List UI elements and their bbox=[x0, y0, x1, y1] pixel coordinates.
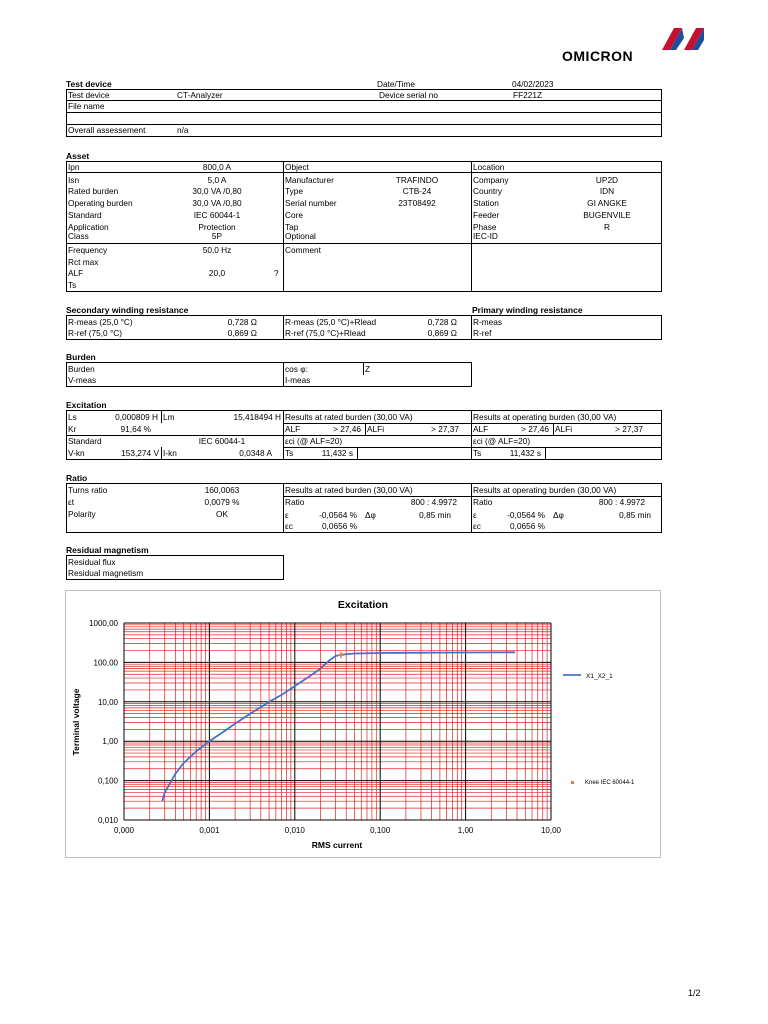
exc-op-alfi-label: ALFi bbox=[555, 424, 573, 434]
excitation-chart bbox=[65, 590, 661, 858]
object-manufacturer-label: Manufacturer bbox=[285, 175, 334, 185]
exc-rated-ts-label: Ts bbox=[285, 448, 294, 458]
object-tap-label: Tap bbox=[285, 222, 299, 232]
residual-table bbox=[66, 555, 284, 580]
ratio-rated-ec-value: 0,0656 % bbox=[321, 521, 357, 531]
asset-application-value: Protection bbox=[198, 222, 236, 232]
object-type-value: CTB-24 bbox=[402, 186, 432, 196]
ratio-rated-dphi-value: 0,85 min bbox=[419, 510, 451, 520]
sec-rref-value: 0,869 Ω bbox=[227, 328, 257, 338]
asset-standard-value: IEC 60044-1 bbox=[193, 210, 241, 220]
pri-rmeas-label: R-meas bbox=[473, 317, 503, 327]
location-country-label: Country bbox=[473, 186, 503, 196]
asset-alf-value: 20,0 bbox=[208, 268, 226, 278]
omicron-logo-icon bbox=[660, 26, 706, 52]
ratio-op-heading: Results at operating burden (30,00 VA) bbox=[473, 485, 617, 495]
sec-rref-lead-value: 0,869 Ω bbox=[427, 328, 457, 338]
y-tick-label: 0,100 bbox=[97, 776, 118, 786]
ratio-heading: Ratio bbox=[66, 473, 88, 483]
ratio-polarity-value: OK bbox=[216, 509, 228, 519]
asset-frequency-value: 50,0 Hz bbox=[202, 245, 232, 255]
exc-lm-label: Lm bbox=[163, 412, 175, 422]
exc-vkn-label: V-kn bbox=[68, 448, 85, 458]
x-tick-label: 0,001 bbox=[199, 826, 220, 835]
exc-ikn-label: I-kn bbox=[163, 448, 177, 458]
x-tick-label: 0,010 bbox=[284, 826, 305, 835]
exc-ikn-value: 0,0348 A bbox=[239, 448, 272, 458]
secondary-heading: Secondary winding resistance bbox=[66, 305, 189, 315]
asset-class-value: 5P bbox=[211, 231, 223, 241]
asset-heading: Asset bbox=[66, 151, 90, 161]
object-serial-value: 23T08492 bbox=[398, 198, 436, 208]
overall-label: Overall assessement bbox=[68, 125, 146, 135]
serial-value: FF221Z bbox=[513, 90, 543, 100]
page-number: 1/2 bbox=[688, 988, 701, 998]
object-serial-label: Serial number bbox=[285, 198, 337, 208]
imeas-label: I-meas bbox=[285, 375, 311, 385]
residual-flux-label: Residual flux bbox=[68, 557, 116, 567]
excitation-chart-svg bbox=[66, 591, 660, 857]
burden-table bbox=[66, 362, 472, 387]
sec-rmeas-lead-value: 0,728 Ω bbox=[427, 317, 457, 327]
asset-standard-label: Standard bbox=[68, 210, 102, 220]
asset-operating-burden-value: 30,0 VA /0,80 bbox=[192, 198, 242, 208]
exc-lm-value: 15,418494 H bbox=[233, 412, 281, 422]
x-tick-label: 0,100 bbox=[370, 826, 391, 835]
exc-rated-alf-value: > 27,46 bbox=[333, 424, 361, 434]
location-station-label: Station bbox=[473, 198, 499, 208]
location-country-value: IDN bbox=[599, 186, 615, 196]
object-type-label: Type bbox=[285, 186, 303, 196]
object-manufacturer-value: TRAFINDO bbox=[395, 175, 439, 185]
exc-kr-label: Kr bbox=[68, 424, 77, 434]
chart-title: Excitation bbox=[337, 599, 389, 611]
ratio-turns-value: 160,0063 bbox=[204, 485, 240, 495]
asset-alf-label: ALF bbox=[68, 268, 84, 278]
location-feeder-value: BUGENVILE bbox=[583, 210, 631, 220]
vmeas-label: V-meas bbox=[68, 375, 97, 385]
asset-ipn-value: 800,0 A bbox=[202, 162, 232, 172]
object-core-label: Core bbox=[285, 210, 303, 220]
exc-operating-heading: Results at operating burden (30,00 VA) bbox=[473, 412, 617, 422]
ratio-table bbox=[66, 483, 662, 533]
y-tick-label: 1000,00 bbox=[89, 619, 118, 628]
ratio-rated-dphi-label: Δφ bbox=[365, 510, 376, 520]
ratio-op-dphi-value: 0,85 min bbox=[619, 510, 651, 520]
exc-rated-alfi-label: ALFi bbox=[367, 424, 385, 434]
object-heading: Object bbox=[285, 162, 309, 172]
exc-kr-value: 91,64 % bbox=[120, 424, 151, 434]
x-tick-label: 10,00 bbox=[540, 826, 562, 835]
ratio-rated-e-label: ε bbox=[285, 510, 289, 520]
primary-heading: Primary winding resistance bbox=[472, 305, 583, 315]
chart-ylabel: Terminal voltage bbox=[71, 688, 81, 756]
comment-label: Comment bbox=[285, 245, 321, 255]
location-feeder-label: Feeder bbox=[473, 210, 500, 220]
asset-isn-label: Isn bbox=[68, 175, 80, 185]
exc-ls-label: Ls bbox=[68, 412, 77, 422]
exc-op-alf-value: > 27,46 bbox=[521, 424, 549, 434]
ratio-rated-ratio-label: Ratio bbox=[285, 497, 305, 507]
asset-ipn-label: Ipn bbox=[68, 162, 80, 172]
asset-rct-label: Rct max bbox=[68, 257, 99, 267]
residual-heading: Residual magnetism bbox=[66, 545, 149, 555]
test-device-heading: Test device bbox=[66, 79, 112, 89]
cos-phi-label: cos φ: bbox=[285, 364, 308, 374]
location-company-value: UP2D bbox=[595, 175, 619, 185]
ratio-rated-ec-label: εc bbox=[285, 521, 293, 531]
residual-mag-label: Residual magnetism bbox=[68, 568, 144, 578]
winding-resistance-table bbox=[66, 315, 662, 340]
brand-name: OMICRON bbox=[562, 48, 634, 64]
sec-rref-label: R-ref (75,0 °C) bbox=[68, 328, 123, 338]
y-tick-label: 0,010 bbox=[97, 816, 118, 825]
ratio-rated-ratio-value: 800 : 4.9972 bbox=[410, 497, 457, 507]
ratio-rated-e-value: -0,0564 % bbox=[319, 510, 357, 520]
burden-label: Burden bbox=[68, 364, 95, 374]
datetime-value: 04/02/2023 bbox=[512, 79, 554, 89]
legend-label-x1-x2-1: X1_X2_1 bbox=[586, 673, 613, 680]
asset-rated-burden-value: 30,0 VA /0,80 bbox=[192, 186, 242, 196]
location-phase-value: R bbox=[604, 222, 610, 232]
excitation-table bbox=[66, 410, 662, 460]
object-optional-label: Optional bbox=[285, 231, 316, 241]
ratio-op-e-label: ε bbox=[473, 510, 477, 520]
ratio-op-ratio-label: Ratio bbox=[473, 497, 493, 507]
location-station-value: GI ANGKE bbox=[587, 198, 627, 208]
legend-swatch-knee bbox=[571, 781, 574, 784]
brand-logo bbox=[560, 24, 710, 64]
exc-ls-value: 0,000809 H bbox=[115, 412, 158, 422]
overall-value: n/a bbox=[177, 125, 189, 135]
exc-op-eci-label: εci (@ ALF=20) bbox=[473, 436, 531, 446]
asset-table bbox=[66, 161, 662, 292]
ratio-op-dphi-label: Δφ bbox=[553, 510, 564, 520]
legend-label-knee: Knee IEC 60044-1 bbox=[585, 780, 635, 786]
ratio-op-ratio-value: 800 : 4.9972 bbox=[598, 497, 645, 507]
burden-heading: Burden bbox=[66, 352, 96, 362]
sec-rmeas-lead-label: R-meas (25,0 °C)+Rlead bbox=[285, 317, 377, 327]
exc-rated-alfi-value: > 27,37 bbox=[431, 424, 459, 434]
asset-operating-burden-label: Operating burden bbox=[68, 198, 133, 208]
asset-ts-label: Ts bbox=[68, 280, 77, 290]
ratio-turns-label: Turns ratio bbox=[68, 485, 108, 495]
location-phase-label: Phase bbox=[473, 222, 497, 232]
series-line-x1-x2-1 bbox=[162, 652, 515, 801]
z-label: Z bbox=[365, 364, 371, 374]
exc-vkn-value: 153,274 V bbox=[121, 448, 159, 458]
exc-op-alf-label: ALF bbox=[473, 424, 489, 434]
ratio-op-e-value: -0,0564 % bbox=[507, 510, 545, 520]
asset-frequency-label: Frequency bbox=[68, 245, 108, 255]
serial-label: Device serial no bbox=[379, 90, 439, 100]
x-tick-label: 1,00 bbox=[457, 826, 474, 835]
test-device-value: CT-Analyzer bbox=[177, 90, 223, 100]
exc-op-alfi-value: > 27,37 bbox=[615, 424, 643, 434]
ratio-et-value: 0,0079 % bbox=[204, 497, 240, 507]
x-tick-label: 0,000 bbox=[113, 826, 135, 835]
y-tick-label: 100,00 bbox=[93, 658, 118, 668]
knee-point-marker bbox=[338, 652, 344, 658]
test-device-table bbox=[66, 89, 662, 137]
exc-standard-value: IEC 60044-1 bbox=[198, 436, 246, 446]
asset-class-label: Class bbox=[68, 231, 89, 241]
location-company-label: Company bbox=[473, 175, 509, 185]
exc-rated-heading: Results at rated burden (30,00 VA) bbox=[285, 412, 413, 422]
asset-rated-burden-label: Rated burden bbox=[68, 186, 119, 196]
exc-op-ts-label: Ts bbox=[473, 448, 482, 458]
exc-rated-ts-value: 11,432 s bbox=[321, 448, 353, 458]
test-device-label: Test device bbox=[68, 90, 110, 100]
location-iecid-label: IEC-ID bbox=[473, 231, 498, 241]
exc-rated-eci-label: εci (@ ALF=20) bbox=[285, 436, 343, 446]
pri-rref-label: R-ref bbox=[473, 328, 492, 338]
exc-op-ts-value: 11,432 s bbox=[509, 448, 541, 458]
exc-rated-alf-label: ALF bbox=[285, 424, 301, 434]
ratio-et-label: εt bbox=[68, 497, 75, 507]
asset-application-label: Application bbox=[68, 222, 109, 232]
ratio-polarity-label: Polarity bbox=[68, 509, 96, 519]
excitation-heading: Excitation bbox=[66, 400, 107, 410]
y-tick-label: 1,00 bbox=[102, 737, 118, 747]
asset-alf-mark: ? bbox=[274, 268, 279, 278]
sec-rmeas-value: 0,728 Ω bbox=[227, 317, 257, 327]
sec-rmeas-label: R-meas (25,0 °C) bbox=[68, 317, 133, 327]
asset-isn-value: 5,0 A bbox=[207, 175, 227, 185]
ratio-op-ec-label: εc bbox=[473, 521, 481, 531]
chart-xlabel: RMS current bbox=[311, 840, 363, 850]
y-tick-label: 10,00 bbox=[97, 697, 118, 707]
ratio-op-ec-value: 0,0656 % bbox=[509, 521, 545, 531]
exc-standard-label: Standard bbox=[68, 436, 102, 446]
file-name-label: File name bbox=[68, 101, 105, 111]
sec-rref-lead-label: R-ref (75,0 °C)+Rlead bbox=[285, 328, 366, 338]
ratio-rated-heading: Results at rated burden (30,00 VA) bbox=[285, 485, 413, 495]
location-heading: Location bbox=[473, 162, 505, 172]
datetime-label: Date/Time bbox=[377, 79, 415, 89]
